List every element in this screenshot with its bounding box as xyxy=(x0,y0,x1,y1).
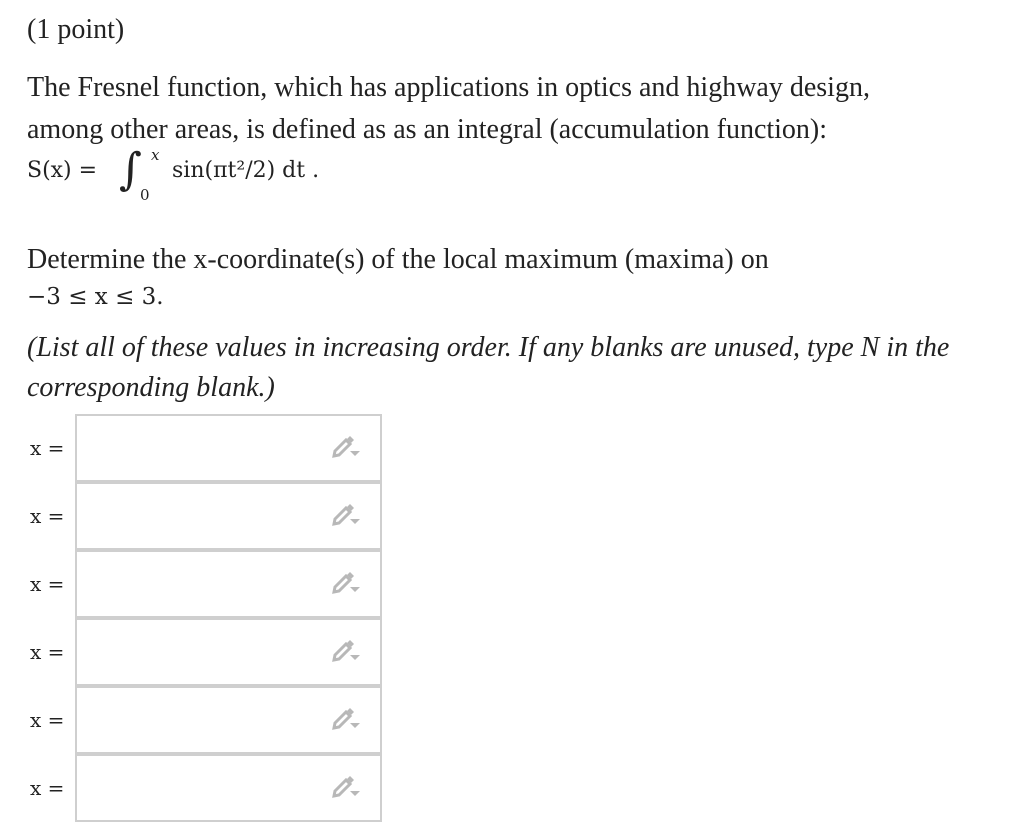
pencil-dropdown-icon[interactable] xyxy=(332,706,362,732)
answer-label: x = xyxy=(30,436,65,460)
answer-label: x = xyxy=(30,776,65,800)
answer-label: x = xyxy=(30,640,65,664)
answer-row xyxy=(27,550,387,618)
instruction-text: (List all of these values in increasing order. If any blanks are unused, type N in the xyxy=(27,332,950,363)
answer-row xyxy=(27,618,387,686)
question-text: Determine the x-coordinate(s) of the local maximum (maxima) on xyxy=(27,244,769,275)
integrand: sin(πt²/2) dt . xyxy=(172,158,320,183)
integral-sign: ∫ xyxy=(119,144,142,195)
answer-label: x = xyxy=(30,504,65,528)
pencil-dropdown-icon[interactable] xyxy=(332,570,362,596)
interval: −3 ≤ x ≤ 3. xyxy=(27,284,164,310)
pencil-dropdown-icon[interactable] xyxy=(332,502,362,528)
answer-row xyxy=(27,482,387,550)
answer-row xyxy=(27,414,387,482)
instruction-text-2: corresponding blank.) xyxy=(27,372,275,403)
answer-row xyxy=(27,754,387,822)
intro-text: The Fresnel function, which has applications in optics and highway design, xyxy=(27,72,870,103)
upper-limit: x xyxy=(151,146,160,164)
answer-label: x = xyxy=(30,572,65,596)
intro-text-2: among other areas, is defined as as an integral (accumulation function): xyxy=(27,114,828,145)
answer-label: x = xyxy=(30,708,65,732)
pencil-dropdown-icon[interactable] xyxy=(332,774,362,800)
formula-lhs: S(x) = xyxy=(27,158,98,183)
pencil-dropdown-icon[interactable] xyxy=(332,434,362,460)
answer-row xyxy=(27,686,387,754)
pencil-dropdown-icon[interactable] xyxy=(332,638,362,664)
lower-limit: 0 xyxy=(140,186,150,204)
point-value: (1 point) xyxy=(27,14,125,45)
